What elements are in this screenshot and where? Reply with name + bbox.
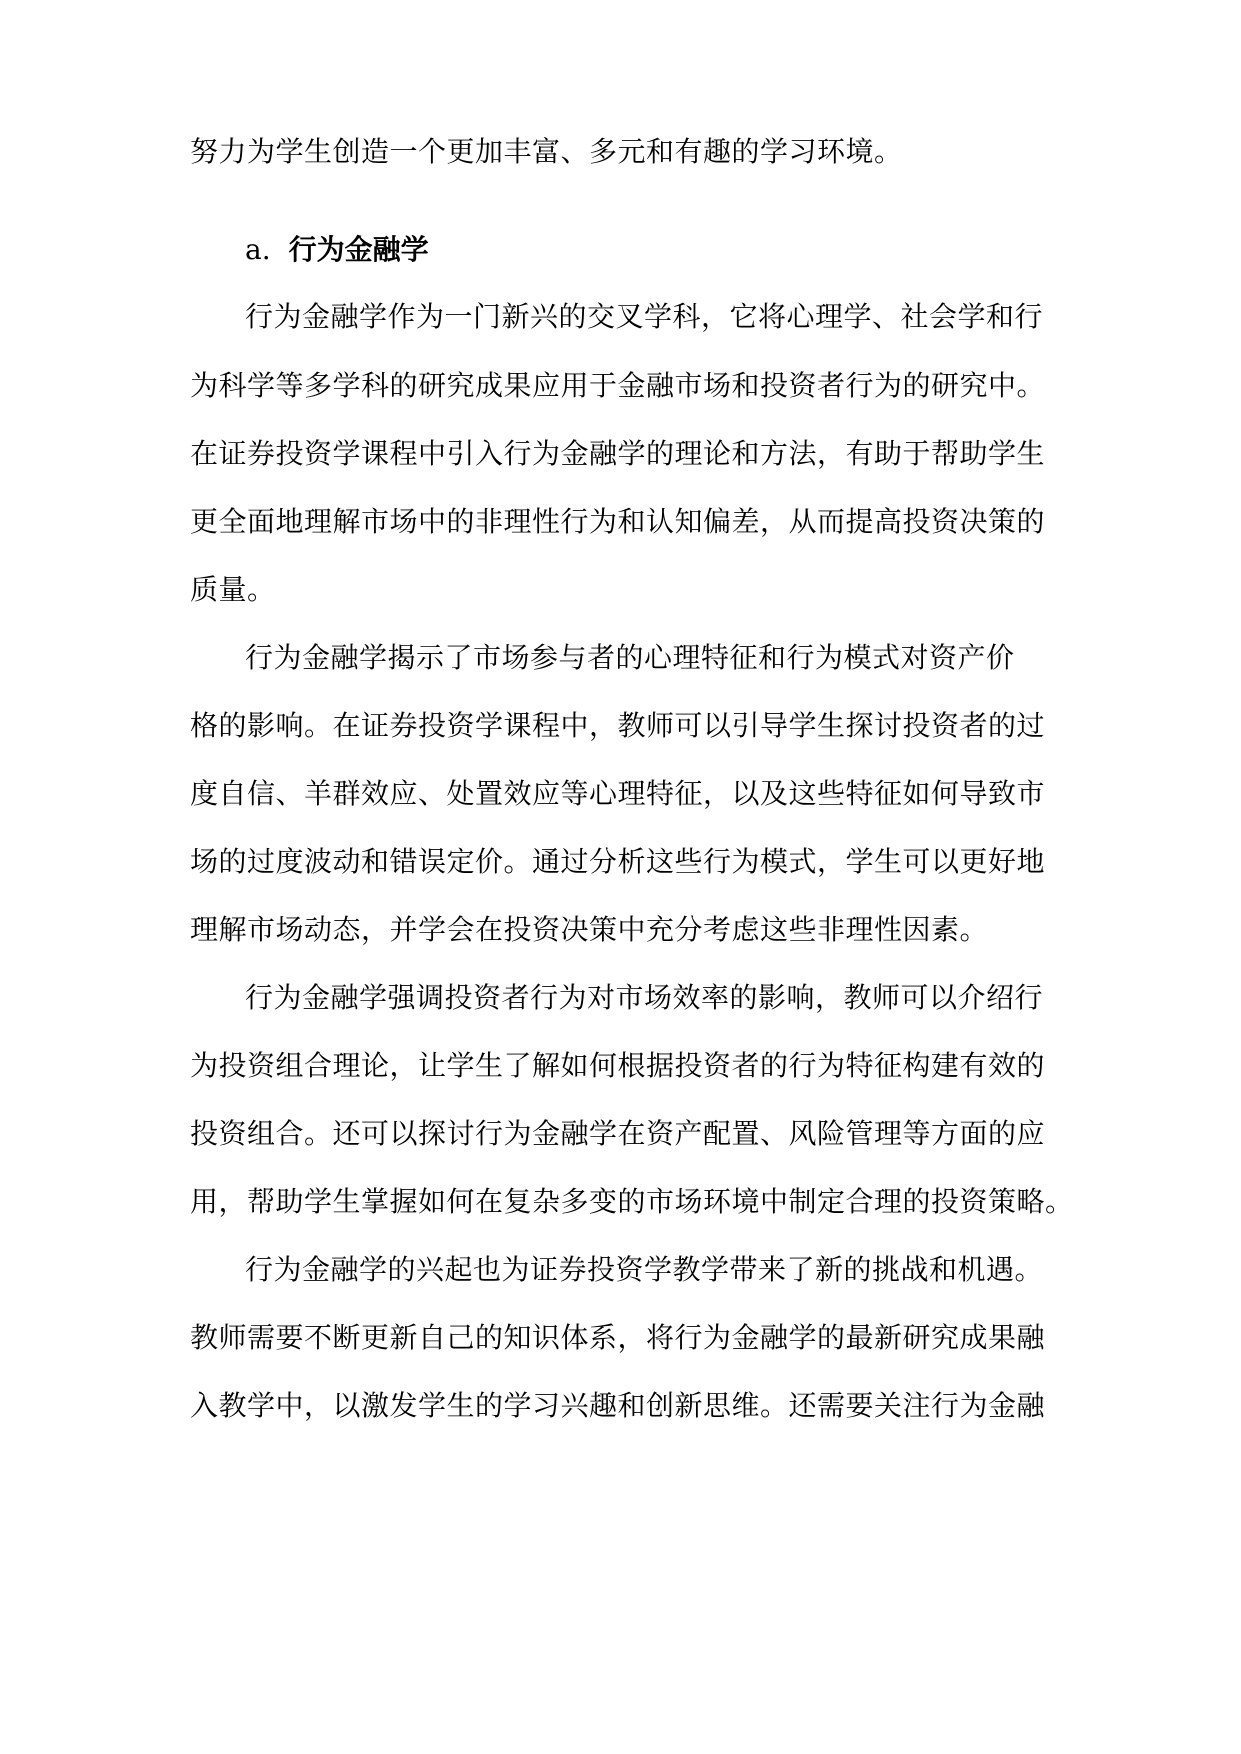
paragraph-1-line-5: 质量。 [190, 573, 276, 606]
paragraph-1-line-4: 更全面地理解市场中的非理性行为和认知偏差，从而提高投资决策的 [190, 505, 1046, 538]
section-marker: a. [245, 233, 271, 266]
paragraph-3-line-1: 行为金融学强调投资者行为对市场效率的影响，教师可以介绍行 [245, 981, 1044, 1014]
paragraph-2-line-4: 场的过度波动和错误定价。通过分析这些行为模式，学生可以更好地 [190, 845, 1046, 878]
paragraph-1-line-3: 在证券投资学课程中引入行为金融学的理论和方法，有助于帮助学生 [190, 437, 1046, 470]
paragraph-2-line-5: 理解市场动态，并学会在投资决策中充分考虑这些非理性因素。 [190, 913, 989, 946]
intro-line: 努力为学生创造一个更加丰富、多元和有趣的学习环境。 [190, 135, 903, 168]
paragraph-1-line-2: 为科学等多学科的研究成果应用于金融市场和投资者行为的研究中。 [190, 369, 1046, 402]
paragraph-2-line-2: 格的影响。在证券投资学课程中，教师可以引导学生探讨投资者的过 [190, 709, 1046, 742]
section-title: 行为金融学 [288, 233, 429, 266]
paragraph-1-line-1: 行为金融学作为一门新兴的交叉学科，它将心理学、社会学和行 [245, 300, 1044, 333]
paragraph-2-line-3: 度自信、羊群效应、处置效应等心理特征，以及这些特征如何导致市 [190, 777, 1046, 810]
paragraph-4-line-1: 行为金融学的兴起也为证券投资学教学带来了新的挑战和机遇。 [245, 1253, 1044, 1286]
section-heading [245, 230, 429, 270]
paragraph-3-line-2: 为投资组合理论，让学生了解如何根据投资者的行为特征构建有效的 [190, 1049, 1046, 1082]
paragraph-3-line-3: 投资组合。还可以探讨行为金融学在资产配置、风险管理等方面的应 [190, 1117, 1046, 1150]
paragraph-3-line-4: 用，帮助学生掌握如何在复杂多变的市场环境中制定合理的投资策略。 [190, 1185, 1074, 1218]
paragraph-4-line-2: 教师需要不断更新自己的知识体系，将行为金融学的最新研究成果融 [190, 1321, 1046, 1354]
paragraph-2-line-1: 行为金融学揭示了市场参与者的心理特征和行为模式对资产价 [245, 641, 1015, 674]
paragraph-4-line-3: 入教学中，以激发学生的学习兴趣和创新思维。还需要关注行为金融 [190, 1389, 1046, 1422]
